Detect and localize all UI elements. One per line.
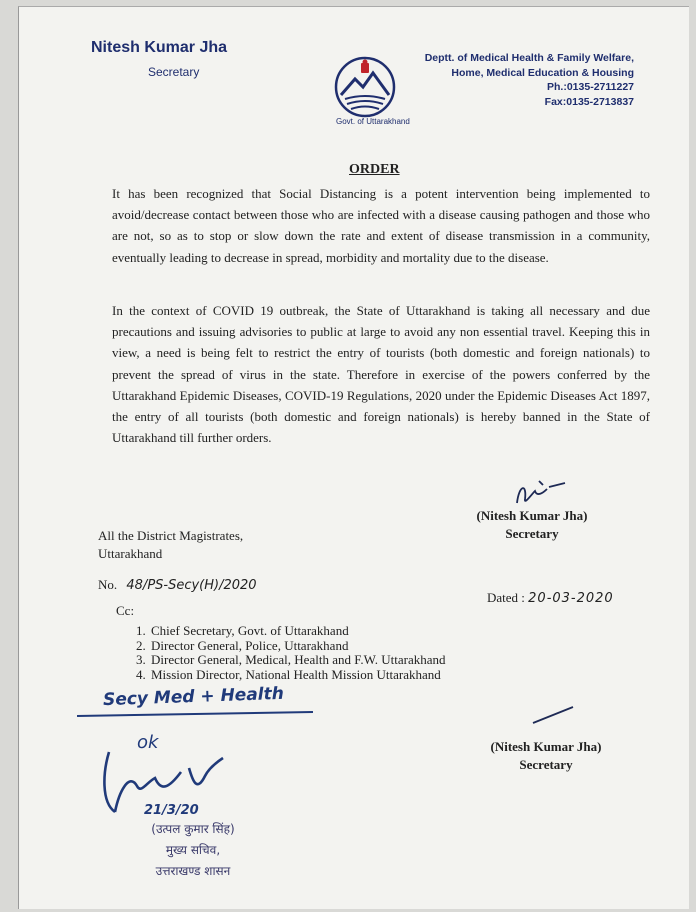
dated-label: Dated : xyxy=(487,590,525,605)
addressee-line: Uttarakhand xyxy=(98,546,163,561)
hindi-stamp xyxy=(123,819,263,882)
dept-line: Home, Medical Education & Housing xyxy=(451,66,634,79)
cc-list xyxy=(129,624,445,682)
signatory-name: (Nitesh Kumar Jha) xyxy=(476,508,588,523)
cc-item: 4. Mission Director, National Health Mission Uttarakhand xyxy=(149,668,445,683)
signatory-designation: Secretary xyxy=(519,757,573,772)
phone-line: Ph.:0135-2711227 xyxy=(547,81,634,93)
stamp-line: उत्तराखण्ड शासन xyxy=(155,864,231,878)
ref-value: 48/PS-Secy(H)/2020 xyxy=(126,578,257,593)
stamp-handwritten-date: 21/3/20 xyxy=(144,803,199,818)
addressee-line: All the District Magistrates, xyxy=(98,528,244,543)
emblem-caption: Govt. of Uttarakhand xyxy=(336,117,410,126)
paragraph-2: In the context of COVID 19 outbreak, the State of Uttarakhand is taking all necessary and due precautions and issuing advisories to public at large to avoid any non essential travel. Keeping this in view, a need is being felt to restrict the entry of tourists (both domestic and foreign nationals) to prevent the spread of virus in the state. Therefore in exercise of the powers conferred by the Uttarakhand Epidemic Diseases, COVID-19 Regulations, 2020 under the Epidemic Diseases Act 1897, the entry of all tourists (both domestic and foreign nationals) is hereby banned in the State of Uttarakhand till further orders. xyxy=(112,303,650,446)
signature-mark-1 xyxy=(509,475,579,511)
department-block xyxy=(374,51,634,109)
sender-name: Nitesh Kumar Jha xyxy=(91,39,228,56)
sender-designation: Secretary xyxy=(148,65,200,79)
signatory-block-2 xyxy=(471,738,621,774)
handwritten-underline xyxy=(77,711,313,717)
reference-number xyxy=(98,577,257,593)
document-page xyxy=(18,6,689,909)
cc-item: 2. Director General, Police, Uttarakhand xyxy=(149,639,445,654)
signature-mark-2 xyxy=(529,703,579,727)
fax-line: Fax:0135-2713837 xyxy=(544,95,634,108)
dated-line xyxy=(487,590,614,606)
signatory-designation: Secretary xyxy=(505,526,559,541)
stamp-line: (उत्पल कुमार सिंह) xyxy=(151,822,235,836)
cc-item: 3. Director General, Medical, Health and F.W. Uttarakhand xyxy=(149,653,445,668)
cc-item: 1. Chief Secretary, Govt. of Uttarakhand xyxy=(149,624,445,639)
ref-label: No. xyxy=(98,577,118,592)
dated-value: 20-03-2020 xyxy=(528,591,614,606)
paragraph-1: It has been recognized that Social Distancing is a potent intervention being implemented to avoid/decrease contact between those who are infected with a disease causing pathogen and those who are not, so as to stop or slow down the rate and extent of disease transmission in a community, eventually leading to decrease in spread, morbidity and mortality due to the disease. xyxy=(112,186,650,265)
signatory-block-1 xyxy=(467,507,597,543)
stamp-line: मुख्य सचिव, xyxy=(165,843,221,857)
cc-label: Cc: xyxy=(116,603,135,618)
dept-line: Deptt. of Medical Health & Family Welfare, xyxy=(424,52,634,64)
handwritten-note: Secy Med + Health xyxy=(102,683,285,711)
signatory-name: (Nitesh Kumar Jha) xyxy=(490,739,602,754)
order-title: ORDER xyxy=(349,162,400,177)
addressee xyxy=(98,527,243,563)
handwritten-ok: ok xyxy=(137,732,159,753)
